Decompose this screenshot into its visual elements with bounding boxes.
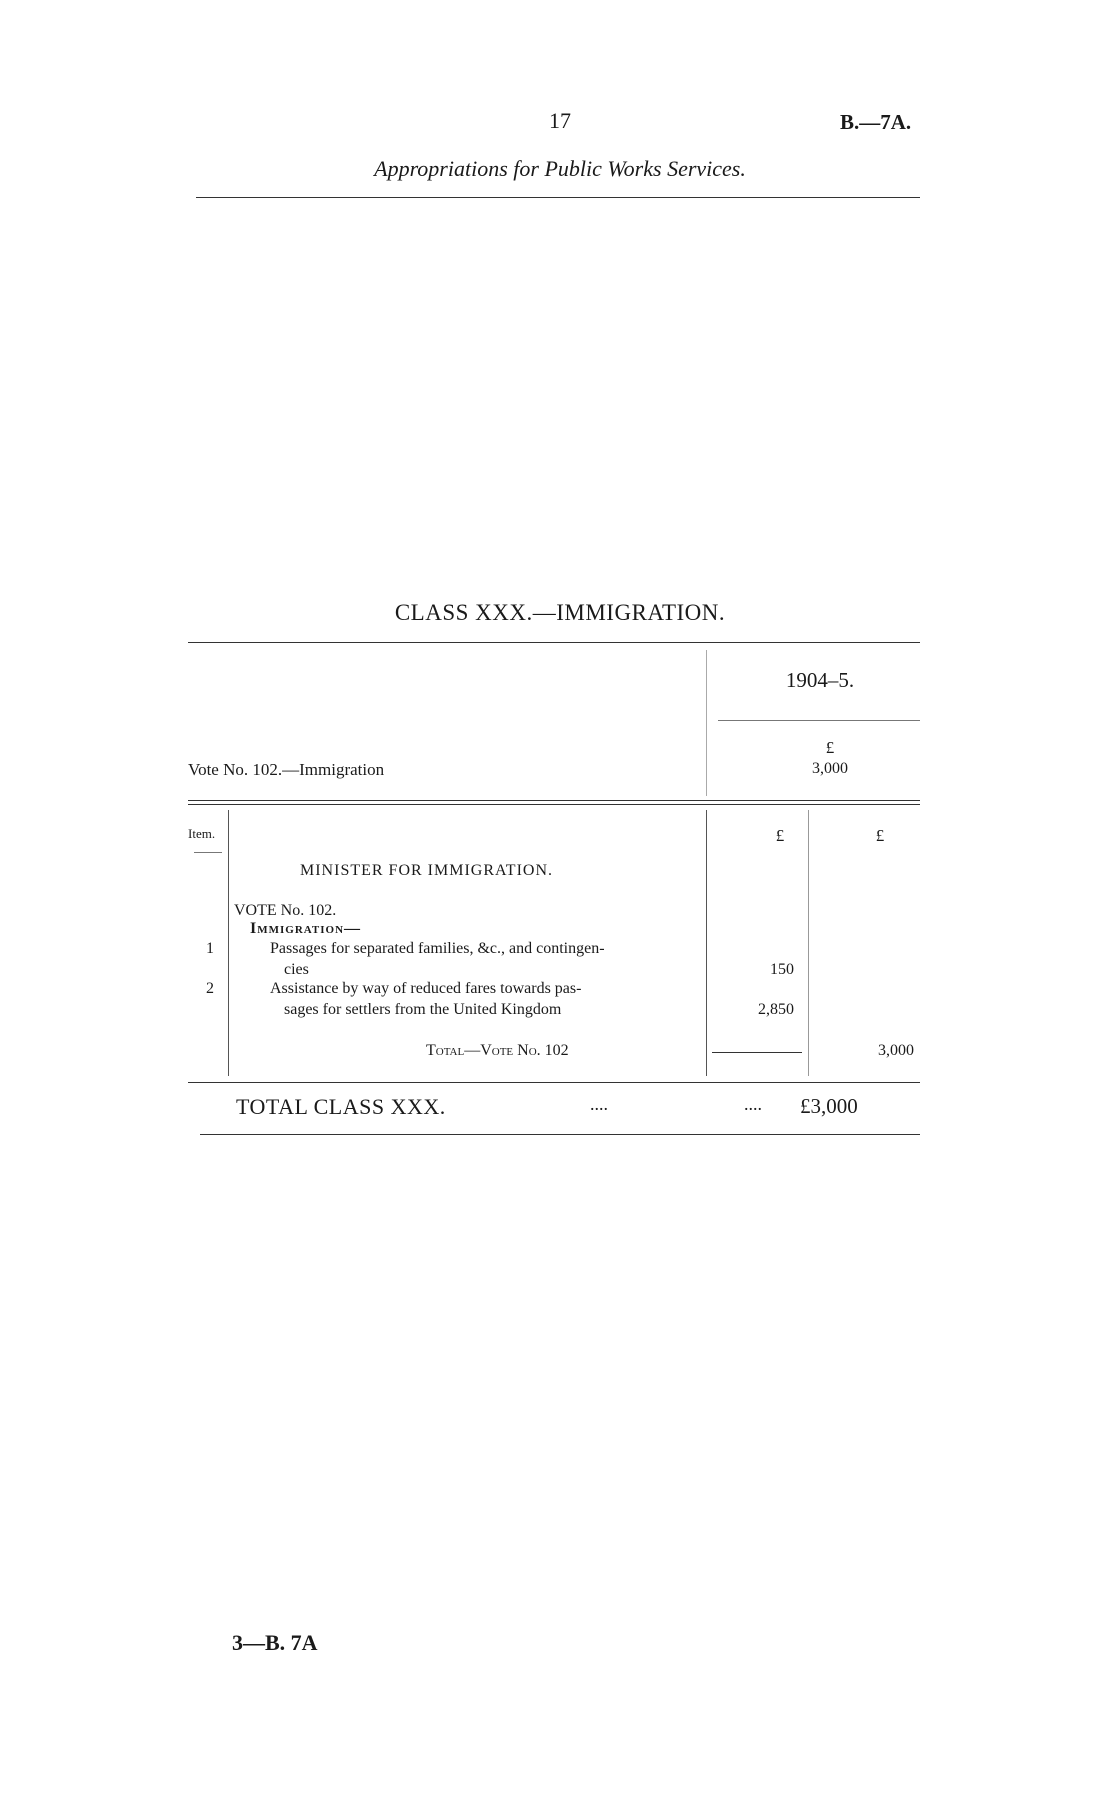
summary-year-label: 1904–5. <box>785 668 855 692</box>
vote-subhead: Immigration— <box>250 920 362 937</box>
amount-column-1-currency: £ <box>775 826 785 845</box>
item-2-amount: 2,850 <box>758 1001 794 1018</box>
item-column-header: Item. <box>188 826 216 841</box>
header-rule <box>196 197 920 198</box>
summary-top-rule <box>188 642 920 643</box>
item-2-description-line-2: sages for settlers from the United Kingdom <box>284 1001 562 1018</box>
page-number: 17 <box>549 108 571 133</box>
grand-total-label: TOTAL CLASS XXX. <box>236 1094 446 1119</box>
item-column-divider <box>228 810 229 1076</box>
item-2-description-line-1: Assistance by way of reduced fares towards pas- <box>270 980 582 997</box>
amount-column-divider-2 <box>808 810 809 1076</box>
summary-currency: £ <box>825 738 835 757</box>
document-reference: B.—7A. <box>840 110 912 134</box>
grand-total-leader-1: .... <box>590 1094 608 1114</box>
item-1-description-line-2: cies <box>284 961 309 978</box>
grand-total-bottom-rule <box>200 1134 920 1135</box>
summary-column-divider <box>706 650 707 796</box>
summary-double-rule-bottom <box>188 804 920 805</box>
amount-column-2-currency: £ <box>875 826 885 845</box>
item-1-description-line-1: Passages for separated families, &c., and contingen- <box>270 940 605 957</box>
grand-total-amount: £3,000 <box>800 1094 858 1118</box>
grand-total-leader-2: .... <box>744 1094 762 1114</box>
vote-total-amount: 3,000 <box>878 1042 914 1059</box>
amount-column-divider-1 <box>706 810 707 1076</box>
item-1-number: 1 <box>206 940 214 957</box>
summary-double-rule-top <box>188 800 920 801</box>
item-2-number: 2 <box>206 980 214 997</box>
summary-year-rule <box>718 720 920 721</box>
vote-total-rule <box>712 1052 802 1053</box>
section-title: CLASS XXX.—IMMIGRATION. <box>394 600 726 625</box>
vote-total-label: Total—Vote No. 102 <box>426 1042 569 1059</box>
item-header-underline <box>194 852 222 853</box>
minister-heading: MINISTER FOR IMMIGRATION. <box>300 862 554 879</box>
footer-signature: 3—B. 7A <box>232 1630 318 1655</box>
summary-vote-label: Vote No. 102.—Immigration <box>188 760 385 779</box>
item-1-amount: 150 <box>770 961 794 978</box>
vote-heading: VOTE No. 102. <box>234 902 337 919</box>
summary-vote-amount: 3,000 <box>812 760 848 777</box>
grand-total-top-rule <box>188 1082 920 1083</box>
running-title: Appropriations for Public Works Services. <box>374 156 746 181</box>
